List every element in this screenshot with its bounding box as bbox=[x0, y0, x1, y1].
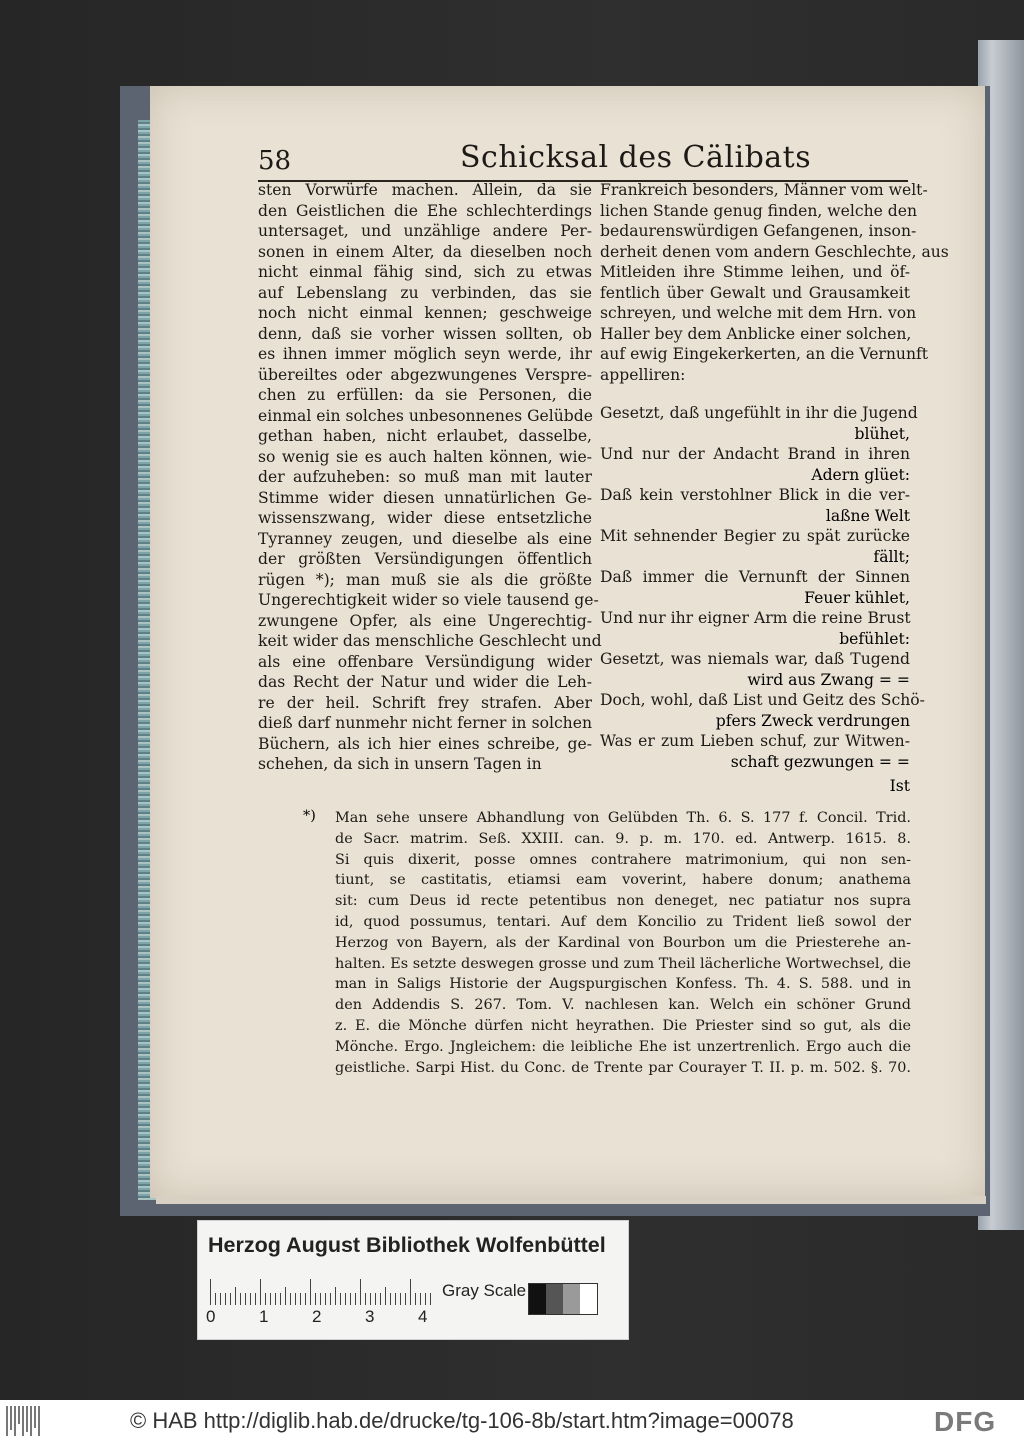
text-line: fentlich über Gewalt und Grausamkeit bbox=[600, 283, 910, 302]
gray-step bbox=[529, 1284, 546, 1314]
barcode-bar bbox=[26, 1406, 28, 1432]
ruler-tick bbox=[240, 1293, 241, 1305]
ruler-number: 4 bbox=[418, 1307, 428, 1326]
text-line: sten Vorwürfe machen. Allein, da sie bbox=[258, 181, 592, 199]
ruler-tick bbox=[345, 1293, 346, 1305]
text-line: noch nicht einmal kennen; geschweige bbox=[258, 304, 592, 322]
footer-bar bbox=[0, 1400, 1024, 1442]
footnote-line: den Addendis S. 267. Tom. V. nachlesen kan. Welch ein schöner Grund bbox=[335, 997, 911, 1014]
ruler-tick bbox=[305, 1293, 306, 1305]
gray-scale-swatch bbox=[528, 1283, 598, 1315]
verse-continuation: pfers Zweck verdrungen bbox=[715, 711, 910, 730]
running-head: Schicksal des Cälibats bbox=[460, 140, 812, 175]
page-bottom-edge bbox=[156, 1196, 986, 1204]
verse-line: Gesetzt, daß ungefühlt in ihr die Jugend bbox=[600, 404, 918, 422]
text-line: sonen in einem Alter, da dieselben noch bbox=[258, 242, 592, 261]
barcode-bar bbox=[10, 1406, 12, 1430]
barcode-bar bbox=[14, 1406, 16, 1436]
footnote-line: Si quis dixerit, posse omnes contrahere matrimonium, qui non sen- bbox=[335, 851, 911, 868]
verse-line: Daß immer die Vernunft der Sinnen bbox=[600, 568, 910, 586]
verse-line: Was er zum Lieben schuf, zur Witwen- bbox=[600, 732, 910, 750]
ruler-tick bbox=[360, 1279, 361, 1305]
ruler-tick bbox=[410, 1279, 411, 1305]
ruler-tick bbox=[245, 1293, 246, 1305]
barcode-bar bbox=[22, 1406, 24, 1436]
verse-line: Gesetzt, was niemals war, daß Tugend bbox=[600, 650, 910, 668]
ruler-tick bbox=[350, 1293, 351, 1305]
verse-line: Und nur der Andacht Brand in ihren bbox=[600, 445, 910, 463]
ruler-tick bbox=[395, 1293, 396, 1305]
ruler-tick bbox=[385, 1287, 386, 1305]
footnote-line: Man sehe unsere Abhandlung von Gelübden Th. 6. S. 177 f. Concil. Trid. bbox=[335, 810, 911, 826]
ruler-tick bbox=[320, 1293, 321, 1305]
ruler-tick bbox=[375, 1293, 376, 1305]
text-line: Ungerechtigkeit wider so viele tausend ge- bbox=[258, 591, 599, 609]
verse-block bbox=[600, 403, 925, 772]
text-line: derheit denen vom andern Geschlechte, aus bbox=[600, 242, 949, 261]
ruler-tick bbox=[275, 1293, 276, 1305]
verse-continuation: Feuer kühlet, bbox=[804, 588, 910, 607]
text-line: schehen, da sich in unsern Tagen in bbox=[258, 755, 542, 773]
footnote-line: halten. Es setzte deswegen grosse und zum Theil lächerliche Wortwechsel, die bbox=[335, 955, 911, 972]
verse-continuation: schaft gezwungen = = bbox=[730, 752, 910, 771]
page-number: 58 bbox=[258, 146, 292, 176]
text-line: untersaget, und unzählige andere Per- bbox=[258, 222, 592, 240]
text-line: Tyranney zeugen, und dieselbe als eine bbox=[258, 529, 592, 548]
verse-continuation: laßne Welt bbox=[825, 506, 910, 525]
footnote-lines bbox=[335, 808, 911, 1078]
text-line: schreyen, und welche mit dem Hrn. von bbox=[600, 304, 917, 322]
text-line: einmal ein solches unbesonnenes Gelübde bbox=[258, 406, 593, 425]
text-line: dieß darf nunmehr nicht ferner in solchen bbox=[258, 714, 592, 732]
measurement-ruler bbox=[210, 1279, 432, 1305]
text-line: auf ewig Eingekerkerten, an die Vernunft bbox=[600, 345, 929, 363]
verse-continuation: blühet, bbox=[854, 424, 910, 443]
ruler-tick bbox=[295, 1293, 296, 1305]
ruler-tick bbox=[335, 1287, 336, 1305]
text-line: Stimme wider diesen unnatürlichen Ge- bbox=[258, 488, 592, 507]
text-line: gethan haben, nicht erlaubet, dasselbe, bbox=[258, 427, 592, 445]
ruler-tick bbox=[405, 1293, 406, 1305]
ruler-tick bbox=[300, 1293, 301, 1305]
ruler-tick bbox=[220, 1293, 221, 1305]
gray-step bbox=[563, 1284, 580, 1314]
ruler-number: 2 bbox=[312, 1307, 322, 1326]
right-text-column bbox=[600, 180, 949, 797]
ruler-tick bbox=[400, 1293, 401, 1305]
footnote-line: id, quod possumus, tentari. Auf dem Koncilio zu Trident ließ sowol der bbox=[335, 913, 911, 930]
library-label-card bbox=[197, 1220, 629, 1340]
ruler-number: 3 bbox=[365, 1307, 375, 1326]
ruler-tick bbox=[365, 1293, 366, 1305]
verse-line: Daß kein verstohlner Blick in die ver- bbox=[600, 486, 910, 504]
text-line: wissenszwang, wider diese entsetzliche bbox=[258, 509, 592, 527]
text-line: so wenig sie es auch halten können, wie- bbox=[258, 447, 592, 466]
text-line: der aufzuheben: so muß man mit lauter bbox=[258, 468, 592, 486]
ruler-tick bbox=[430, 1293, 431, 1305]
ruler-tick bbox=[215, 1293, 216, 1305]
ruler-tick bbox=[250, 1293, 251, 1305]
footer-copyright[interactable]: © HAB http://diglib.hab.de/drucke/tg-106-8b/start.htm?image=00078 bbox=[130, 1408, 794, 1433]
ruler-tick bbox=[390, 1293, 391, 1305]
barcode-bar bbox=[30, 1406, 32, 1436]
ruler-tick bbox=[330, 1293, 331, 1305]
text-line: Haller bey dem Anblicke einer solchen, bbox=[600, 324, 912, 343]
ruler-tick bbox=[230, 1293, 231, 1305]
ruler-tick bbox=[415, 1293, 416, 1305]
footnote bbox=[305, 808, 911, 1078]
footnote-line: Herzog von Bayern, als der Kardinal von Bourbon um die Priesterehe an- bbox=[335, 934, 911, 951]
dfg-logo: DFG bbox=[934, 1406, 997, 1437]
verse-line: Mit sehnender Begier zu spät zurücke bbox=[600, 527, 910, 545]
ruler-number: 1 bbox=[259, 1307, 269, 1326]
footnote-line: tiunt, se castitatis, etiamsi eam voverint, habere donum; anathema bbox=[335, 872, 911, 889]
ruler-tick bbox=[225, 1293, 226, 1305]
ruler-tick bbox=[290, 1293, 291, 1305]
ruler-tick bbox=[270, 1293, 271, 1305]
library-title: Herzog August Bibliothek Wolfenbüttel bbox=[208, 1233, 606, 1257]
barcode-bar bbox=[6, 1406, 8, 1436]
footnote-line: geistliche. Sarpi Hist. du Conc. de Trente par Courayer T. II. p. m. 502. §. 70. bbox=[335, 1059, 911, 1076]
ruler-tick bbox=[285, 1287, 286, 1305]
text-line: Mitleiden ihre Stimme leihen, und öf- bbox=[600, 263, 910, 281]
verse-continuation: befühlet: bbox=[839, 629, 910, 648]
text-line: re der heil. Schrift frey strafen. Aber bbox=[258, 693, 592, 712]
left-text-column bbox=[258, 180, 602, 775]
footnote-line: man in Saligs Historie der Augspurgischen Konfess. Th. 4. S. 588. und in bbox=[335, 976, 911, 993]
verse-continuation: fällt; bbox=[873, 547, 910, 566]
ruler-tick bbox=[255, 1293, 256, 1305]
text-line: keit wider das menschliche Geschlecht und bbox=[258, 632, 602, 650]
ruler-tick bbox=[210, 1279, 211, 1305]
ruler-tick bbox=[310, 1279, 311, 1305]
barcode-bar bbox=[38, 1406, 40, 1436]
ruler-tick bbox=[325, 1293, 326, 1305]
text-line: bedaurenswürdigen Gefangenen, inson- bbox=[600, 222, 917, 240]
footnote-line: sit: cum Deus id recte petentibus non deneget, nec patiatur nos supra bbox=[335, 893, 911, 910]
gray-scale-label: Gray Scale bbox=[442, 1281, 527, 1300]
verse-line: Und nur ihr eigner Arm die reine Brust bbox=[600, 609, 911, 627]
right-prose bbox=[600, 180, 949, 385]
footnote-line: Mönche. Ergo. Jngleichem: die leibliche Ehe ist unzertrenlich. Ergo auch die bbox=[335, 1038, 911, 1055]
ruler-tick bbox=[420, 1293, 421, 1305]
text-line: auf Lebenslang zu verbinden, das sie bbox=[258, 283, 592, 302]
barcode-icon bbox=[6, 1406, 46, 1436]
footnote-mark: *) bbox=[303, 808, 316, 824]
ruler-tick bbox=[280, 1293, 281, 1305]
gray-step bbox=[580, 1284, 597, 1314]
text-line: rügen *); man muß sie als die größte bbox=[258, 570, 592, 589]
text-line: appelliren: bbox=[600, 365, 686, 384]
text-line: nicht einmal fähig sind, sich zu etwas bbox=[258, 263, 592, 281]
barcode-bar bbox=[34, 1406, 36, 1428]
ruler-tick bbox=[235, 1287, 236, 1305]
verse-continuation: Adern glüet: bbox=[811, 465, 910, 484]
text-line: zwungene Opfer, als eine Ungerechtig- bbox=[258, 611, 592, 630]
ruler-tick bbox=[315, 1293, 316, 1305]
text-line: der größten Versündigungen öffentlich bbox=[258, 550, 592, 568]
text-line: denn, daß sie vorher wissen sollten, ob bbox=[258, 324, 592, 343]
footnote-line: z. E. die Mönche dürfen nicht heyrathen. Die Priester sind so gut, als die bbox=[335, 1017, 911, 1034]
footnote-line: de Sacr. matrim. Seß. XXIII. can. 9. p. m. 170. ed. Antwerp. 1615. 8. bbox=[335, 830, 911, 847]
text-line: Frankreich besonders, Männer vom welt- bbox=[600, 181, 928, 199]
text-line: lichen Stande genug finden, welche den bbox=[600, 201, 918, 220]
text-line: chen zu erfüllen: da sie Personen, die bbox=[258, 386, 592, 404]
ruler-number: 0 bbox=[206, 1307, 216, 1326]
ruler-tick bbox=[425, 1293, 426, 1305]
text-line: als eine offenbare Versündigung wider bbox=[258, 652, 592, 671]
gray-step bbox=[546, 1284, 563, 1314]
ruler-tick bbox=[265, 1293, 266, 1305]
verse-line: Doch, wohl, daß List und Geitz des Schö- bbox=[600, 691, 925, 709]
barcode-bar bbox=[18, 1406, 20, 1424]
ruler-tick bbox=[260, 1279, 261, 1305]
text-line: übereiltes oder abgezwungenes Verspre- bbox=[258, 365, 592, 384]
text-line: Büchern, als ich hier eines schreibe, ge- bbox=[258, 734, 592, 753]
ruler-tick bbox=[340, 1293, 341, 1305]
catchword: Ist bbox=[889, 777, 910, 795]
text-line: das Recht der Natur und wider die Leh- bbox=[258, 673, 592, 691]
ruler-tick bbox=[380, 1293, 381, 1305]
ruler-tick bbox=[355, 1293, 356, 1305]
text-line: es ihnen immer möglich seyn werde, ihr bbox=[258, 345, 592, 363]
verse-continuation: wird aus Zwang = = bbox=[747, 670, 910, 689]
text-line: den Geistlichen die Ehe schlechterdings bbox=[258, 201, 592, 220]
ruler-tick bbox=[370, 1293, 371, 1305]
